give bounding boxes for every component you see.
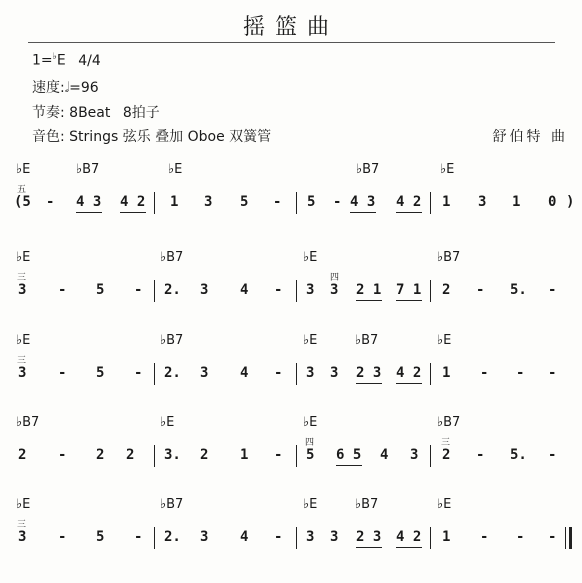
composer: 舒伯特 曲 [492, 129, 568, 145]
bar-line [154, 445, 155, 467]
beam-underline [356, 300, 382, 301]
note: - [480, 529, 489, 545]
key-flat: ♭ [52, 52, 57, 62]
voice-line [32, 126, 271, 146]
note: 5 [307, 194, 316, 210]
final-bar-thick [569, 527, 572, 549]
voice-label: 音色: [32, 129, 65, 145]
note: - [58, 447, 67, 463]
note: 2. [164, 282, 181, 298]
note: 4 3 [350, 194, 376, 210]
note: 3 [330, 282, 339, 298]
note: 3 [306, 529, 315, 545]
chord-symbol: ♭B7 [160, 497, 184, 512]
note: 4 2 [396, 194, 422, 210]
chord-symbol: ♭E [303, 250, 318, 265]
chord-symbol: ♭E [160, 415, 175, 430]
key-label: 1= [32, 52, 53, 69]
tempo-line [32, 77, 99, 97]
note: - [274, 529, 283, 545]
chord-symbol: ♭E [303, 415, 318, 430]
note: 2 [18, 447, 27, 463]
note: - [548, 365, 557, 381]
note: 4 2 [396, 529, 422, 545]
note: 3 [478, 194, 487, 210]
beam-underline [396, 383, 422, 384]
note: - [134, 282, 143, 298]
note: 4 2 [396, 365, 422, 381]
final-bar-thin [565, 527, 566, 549]
chord-symbol: ♭E [440, 162, 455, 177]
note: 2. [164, 365, 181, 381]
note: - [46, 194, 55, 210]
beam-underline [350, 212, 376, 213]
note: - [134, 529, 143, 545]
chord-symbol: ♭B7 [437, 415, 461, 430]
note: 1 [442, 194, 451, 210]
note: 5 [240, 194, 249, 210]
note: 5. [510, 447, 527, 463]
half-note-icon: 𝅗𝅥 [64, 80, 70, 96]
bar-line [296, 280, 297, 302]
tempo-value: =96 [69, 80, 99, 96]
note: 3 [306, 282, 315, 298]
note: 2 [200, 447, 209, 463]
chord-symbol: ♭E [437, 497, 452, 512]
note: - [274, 282, 283, 298]
note: - [516, 529, 525, 545]
note: 4 [240, 282, 249, 298]
chord-symbol: ♭E [303, 497, 318, 512]
time-signature: 4/4 [78, 52, 101, 69]
chord-symbol: ♭E [16, 333, 31, 348]
note: 1 [240, 447, 249, 463]
bar-line [154, 192, 155, 214]
note: - [476, 282, 485, 298]
tempo-label: 速度: [32, 80, 65, 96]
note: 1 [512, 194, 521, 210]
finger-mark: 三 [17, 520, 27, 530]
chord-symbol: ♭E [16, 497, 31, 512]
note: 4 [240, 365, 249, 381]
chord-symbol: ♭B7 [355, 333, 379, 348]
finger-mark: 三 [441, 438, 451, 448]
note: - [516, 365, 525, 381]
note: 7 1 [396, 282, 422, 298]
rhythm-line [32, 102, 160, 122]
note: 3 [18, 529, 27, 545]
chord-symbol: ♭B7 [356, 162, 380, 177]
note: 2 1 [356, 282, 382, 298]
note: - [58, 282, 67, 298]
chord-symbol: ♭E [303, 333, 318, 348]
note: 4 [380, 447, 389, 463]
note: 3 [306, 365, 315, 381]
bar-line [430, 280, 431, 302]
note: 1 [442, 365, 451, 381]
note: - [58, 365, 67, 381]
beam-underline [396, 212, 422, 213]
note: - [476, 447, 485, 463]
note: - [58, 529, 67, 545]
rhythm-value-2: 8拍子 [122, 105, 160, 121]
beam-underline [76, 212, 102, 213]
bar-line [296, 363, 297, 385]
note: 5 [306, 447, 315, 463]
finger-mark: 五 [17, 185, 27, 195]
voice-value: Strings 弦乐 叠加 Oboe 双簧管 [69, 129, 272, 145]
note: - [548, 447, 557, 463]
staff-system [0, 497, 582, 567]
note: 2 3 [356, 365, 382, 381]
note: 2 [442, 447, 451, 463]
chord-symbol: ♭B7 [437, 250, 461, 265]
note: 2. [164, 529, 181, 545]
note: 3 [200, 282, 209, 298]
note: 4 3 [76, 194, 102, 210]
note: 4 2 [120, 194, 146, 210]
note: 1 [170, 194, 179, 210]
note: 2 [96, 447, 105, 463]
bar-line [154, 527, 155, 549]
note: 5 [96, 529, 105, 545]
song-title: 摇篮曲 [242, 15, 339, 40]
note: - [333, 194, 342, 210]
bar-line [430, 192, 431, 214]
note: 3 [330, 365, 339, 381]
finger-mark: 四 [305, 438, 315, 448]
note: 3 [18, 365, 27, 381]
bar-line [296, 192, 297, 214]
note: (5 [14, 194, 31, 210]
rhythm-value: 8Beat [69, 105, 111, 121]
beam-underline [356, 547, 382, 548]
beam-underline [120, 212, 146, 213]
staff-system [0, 415, 582, 485]
beam-underline [396, 547, 422, 548]
note: 2 [442, 282, 451, 298]
rhythm-label: 节奏: [32, 105, 65, 121]
key-line [32, 52, 101, 69]
note: 3 [410, 447, 419, 463]
note: 3 [18, 282, 27, 298]
chord-symbol: ♭B7 [16, 415, 40, 430]
note: 5 [96, 365, 105, 381]
staff-system [0, 162, 582, 232]
note: 3. [164, 447, 181, 463]
staff-system [0, 333, 582, 403]
note: 5 [96, 282, 105, 298]
chord-symbol: ♭B7 [160, 333, 184, 348]
bar-line [430, 527, 431, 549]
finger-mark: 四 [330, 273, 340, 283]
finger-mark: 三 [17, 356, 27, 366]
chord-symbol: ♭B7 [355, 497, 379, 512]
title-rule [28, 42, 555, 43]
note: 0 [548, 194, 557, 210]
bar-line [430, 363, 431, 385]
beam-underline [356, 383, 382, 384]
bar-line [154, 363, 155, 385]
chord-symbol: ♭B7 [160, 250, 184, 265]
note: 1 [442, 529, 451, 545]
chord-symbol: ♭E [16, 250, 31, 265]
staff-system [0, 250, 582, 320]
chord-symbol: ♭B7 [76, 162, 100, 177]
note: 6 5 [336, 447, 362, 463]
note: 2 [126, 447, 135, 463]
chord-symbol: ♭E [16, 162, 31, 177]
note: 5. [510, 282, 527, 298]
note: - [274, 365, 283, 381]
note: - [274, 447, 283, 463]
note: 4 [240, 529, 249, 545]
note: - [548, 529, 557, 545]
note: 3 [204, 194, 213, 210]
bar-line [296, 445, 297, 467]
beam-underline [336, 465, 362, 466]
note: ) [566, 194, 575, 210]
note: 2 3 [356, 529, 382, 545]
note: - [134, 365, 143, 381]
chord-symbol: ♭E [437, 333, 452, 348]
note: 3 [200, 365, 209, 381]
note: - [480, 365, 489, 381]
beam-underline [396, 300, 422, 301]
bar-line [296, 527, 297, 549]
note: - [273, 194, 282, 210]
bar-line [430, 445, 431, 467]
note: - [548, 282, 557, 298]
chord-symbol: ♭E [168, 162, 183, 177]
key-note: E [56, 52, 66, 69]
note: 3 [330, 529, 339, 545]
note: 3 [200, 529, 209, 545]
bar-line [154, 280, 155, 302]
finger-mark: 三 [17, 273, 27, 283]
